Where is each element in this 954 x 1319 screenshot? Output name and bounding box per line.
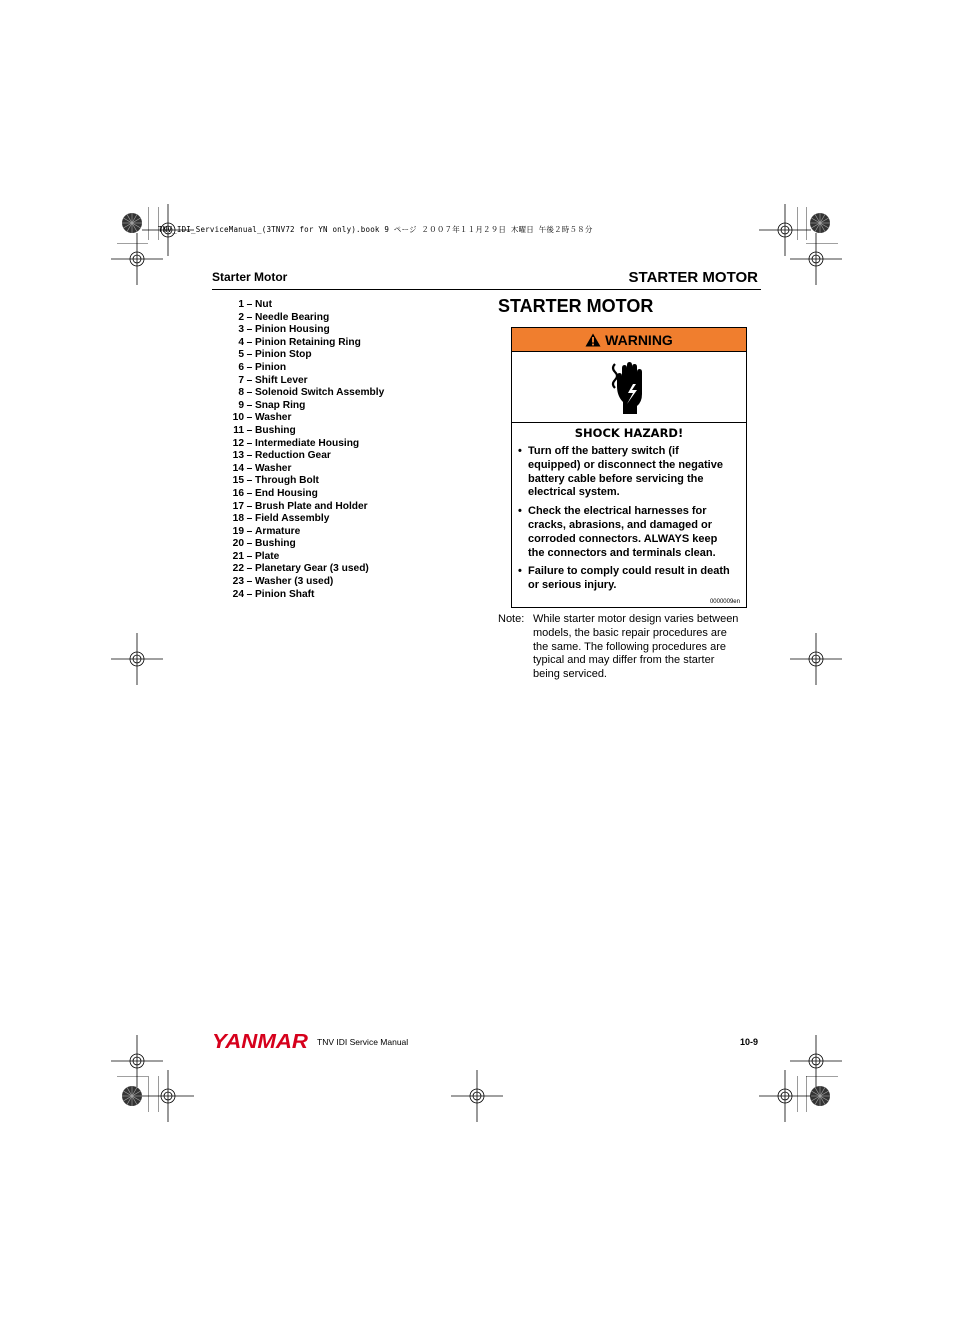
part-name: Bushing — [255, 424, 296, 436]
part-number: 11 — [233, 424, 244, 436]
part-name: End Housing — [255, 487, 318, 499]
crop-mark — [158, 1076, 159, 1113]
part-number: 4 — [238, 336, 244, 348]
parts-list-item — [222, 589, 384, 602]
warning-bullet — [512, 505, 733, 560]
part-dash: – — [246, 563, 253, 575]
part-dash: – — [246, 475, 253, 487]
warning-box — [511, 327, 747, 608]
warning-bullet — [512, 565, 733, 593]
crop-mark — [806, 1076, 839, 1077]
parts-list-item — [222, 501, 384, 514]
parts-list-item — [222, 438, 384, 451]
bullet-dot: • — [518, 565, 522, 578]
part-dash: – — [246, 311, 253, 323]
warning-bullet-text: Turn off the battery switch (if equipped) or disconnect the negative battery cable before servicing the electrical system. — [528, 445, 723, 499]
part-dash: – — [246, 387, 253, 399]
part-dash: – — [246, 361, 253, 373]
part-dash: – — [246, 513, 253, 525]
warning-bullet-text: Check the electrical harnesses for cracks, abrasions, and damaged or corroded connectors. ALWAYS keep the connectors and terminals clean. — [528, 505, 718, 559]
part-dash: – — [246, 424, 253, 436]
note — [498, 613, 743, 682]
parts-list-item — [222, 312, 384, 325]
warning-bullets — [512, 445, 746, 593]
note-label: Note: — [498, 613, 525, 625]
crop-mark — [117, 1076, 149, 1077]
parts-list-item — [222, 324, 384, 337]
part-dash: – — [246, 550, 253, 562]
part-name: Pinion Housing — [255, 324, 330, 336]
part-name: Washer — [255, 462, 292, 474]
warning-reference-code: 0000009en — [709, 599, 740, 605]
warning-header — [512, 328, 746, 352]
part-name: Brush Plate and Holder — [255, 500, 368, 512]
color-target-icon — [121, 1085, 143, 1107]
part-number: 22 — [232, 563, 244, 575]
part-dash: – — [246, 588, 253, 600]
crop-mark — [806, 1076, 807, 1113]
part-number: 5 — [238, 349, 244, 361]
crop-mark — [117, 243, 149, 244]
bullet-dot: • — [518, 505, 522, 518]
part-number: 15 — [232, 475, 244, 487]
part-name: Bushing — [255, 538, 296, 550]
bullet-dot: • — [518, 445, 522, 457]
crop-mark — [148, 207, 149, 241]
crop-mark — [148, 1076, 149, 1113]
part-name: Nut — [255, 299, 272, 310]
crosshair-icon — [451, 1070, 503, 1122]
part-dash: – — [246, 487, 253, 499]
part-dash: – — [246, 399, 253, 411]
part-dash: – — [246, 336, 253, 348]
part-dash: – — [246, 538, 253, 550]
section-title: STARTER MOTOR — [498, 296, 654, 316]
crosshair-icon — [790, 633, 842, 685]
part-name: Planetary Gear (3 used) — [255, 563, 369, 575]
part-dash: – — [246, 437, 253, 449]
part-name: Through Bolt — [255, 475, 319, 487]
part-dash: – — [246, 462, 253, 474]
part-name: Snap Ring — [255, 399, 306, 411]
parts-list-item — [222, 400, 384, 413]
part-name: Washer (3 used) — [255, 576, 334, 588]
parts-list-item — [222, 337, 384, 350]
hazard-title: SHOCK HAZARD! — [574, 426, 684, 440]
part-number: 8 — [238, 387, 244, 399]
shock-hazard-pictogram — [512, 352, 746, 423]
part-name: Solenoid Switch Assembly — [255, 387, 385, 399]
part-number: 16 — [232, 487, 244, 499]
part-name: Reduction Gear — [255, 450, 331, 462]
part-dash: – — [246, 500, 253, 512]
parts-list-item — [222, 538, 384, 551]
part-number: 18 — [232, 513, 244, 525]
part-number: 19 — [232, 525, 244, 537]
part-name: Pinion Retaining Ring — [255, 336, 361, 348]
part-number: 13 — [232, 450, 244, 462]
parts-list-item — [222, 526, 384, 539]
part-dash: – — [246, 324, 253, 336]
part-dash: – — [246, 412, 253, 424]
part-number: 17 — [232, 500, 244, 512]
running-header-left: Starter Motor — [212, 270, 288, 284]
part-dash: – — [246, 576, 253, 588]
parts-list-item — [222, 375, 384, 388]
parts-list-item — [222, 576, 384, 589]
part-number: 1 — [238, 299, 244, 310]
parts-list-item — [222, 513, 384, 526]
crosshair-icon — [111, 633, 163, 685]
part-name: Armature — [255, 525, 301, 537]
parts-list — [222, 299, 384, 601]
svg-text:YANMAR: YANMAR — [212, 1032, 309, 1050]
part-number: 12 — [232, 437, 244, 449]
part-number: 21 — [232, 550, 244, 562]
warning-bullet-text: Failure to comply could result in death or serious injury. — [528, 565, 730, 592]
part-number: 3 — [238, 324, 244, 336]
crop-mark — [806, 243, 839, 244]
part-number: 24 — [232, 588, 244, 600]
running-header-right: STARTER MOTOR — [628, 269, 758, 286]
parts-list-item — [222, 425, 384, 438]
part-name: Pinion Shaft — [255, 588, 315, 600]
part-name: Field Assembly — [255, 513, 330, 525]
warning-bullet — [512, 445, 733, 500]
footer-manual-title: TNV IDI Service Manual — [317, 1037, 409, 1047]
color-target-icon — [809, 212, 831, 234]
color-target-icon — [121, 212, 143, 234]
crop-mark — [797, 1076, 798, 1113]
yanmar-logo — [212, 1032, 310, 1055]
page-number: 10-9 — [740, 1037, 759, 1047]
parts-list-item — [222, 563, 384, 576]
parts-list-item — [222, 475, 384, 488]
part-number: 7 — [238, 374, 244, 386]
part-dash: – — [246, 299, 253, 310]
crop-mark — [797, 207, 798, 241]
parts-list-item — [222, 463, 384, 476]
warning-label: WARNING — [605, 331, 673, 348]
note-text: While starter motor design varies between models, the basic repair procedures are the same. The following procedures are typical and may differ from the starter being serviced. — [533, 613, 739, 681]
part-number: 20 — [232, 538, 244, 550]
part-number: 14 — [232, 462, 244, 474]
part-name: Pinion Stop — [255, 349, 312, 361]
crosshair-icon — [142, 1070, 194, 1122]
part-name: Pinion — [255, 361, 287, 373]
print-info-line: TNV_IDI_ServiceManual_(3TNV72 for YN only).book 9 ページ ２００７年１１月２９日 木曜日 午後２時５８分 — [158, 225, 593, 234]
parts-list-item — [222, 349, 384, 362]
crosshair-icon — [111, 233, 163, 285]
parts-list-item — [222, 450, 384, 463]
part-dash: – — [246, 450, 253, 462]
part-number: 10 — [232, 412, 244, 424]
part-dash: – — [246, 349, 253, 361]
crosshair-icon — [759, 1070, 811, 1122]
parts-list-item — [222, 299, 384, 312]
part-number: 6 — [238, 361, 244, 373]
part-name: Plate — [255, 550, 280, 562]
parts-list-item — [222, 387, 384, 400]
part-name: Shift Lever — [255, 374, 308, 386]
parts-list-item — [222, 551, 384, 564]
parts-list-item — [222, 488, 384, 501]
color-target-icon — [809, 1085, 831, 1107]
parts-list-item — [222, 362, 384, 375]
part-number: 23 — [232, 576, 244, 588]
electric-shock-hand-icon — [609, 360, 653, 416]
crop-mark — [158, 207, 159, 241]
part-name: Washer — [255, 412, 292, 424]
warning-triangle-icon — [585, 333, 601, 347]
part-name: Needle Bearing — [255, 311, 330, 323]
crop-mark — [806, 207, 807, 241]
part-number: 2 — [238, 311, 244, 323]
part-name: Intermediate Housing — [255, 437, 360, 449]
parts-list-item — [222, 412, 384, 425]
header-rule — [212, 289, 761, 290]
part-dash: – — [246, 525, 253, 537]
part-dash: – — [246, 374, 253, 386]
part-number: 9 — [238, 399, 244, 411]
